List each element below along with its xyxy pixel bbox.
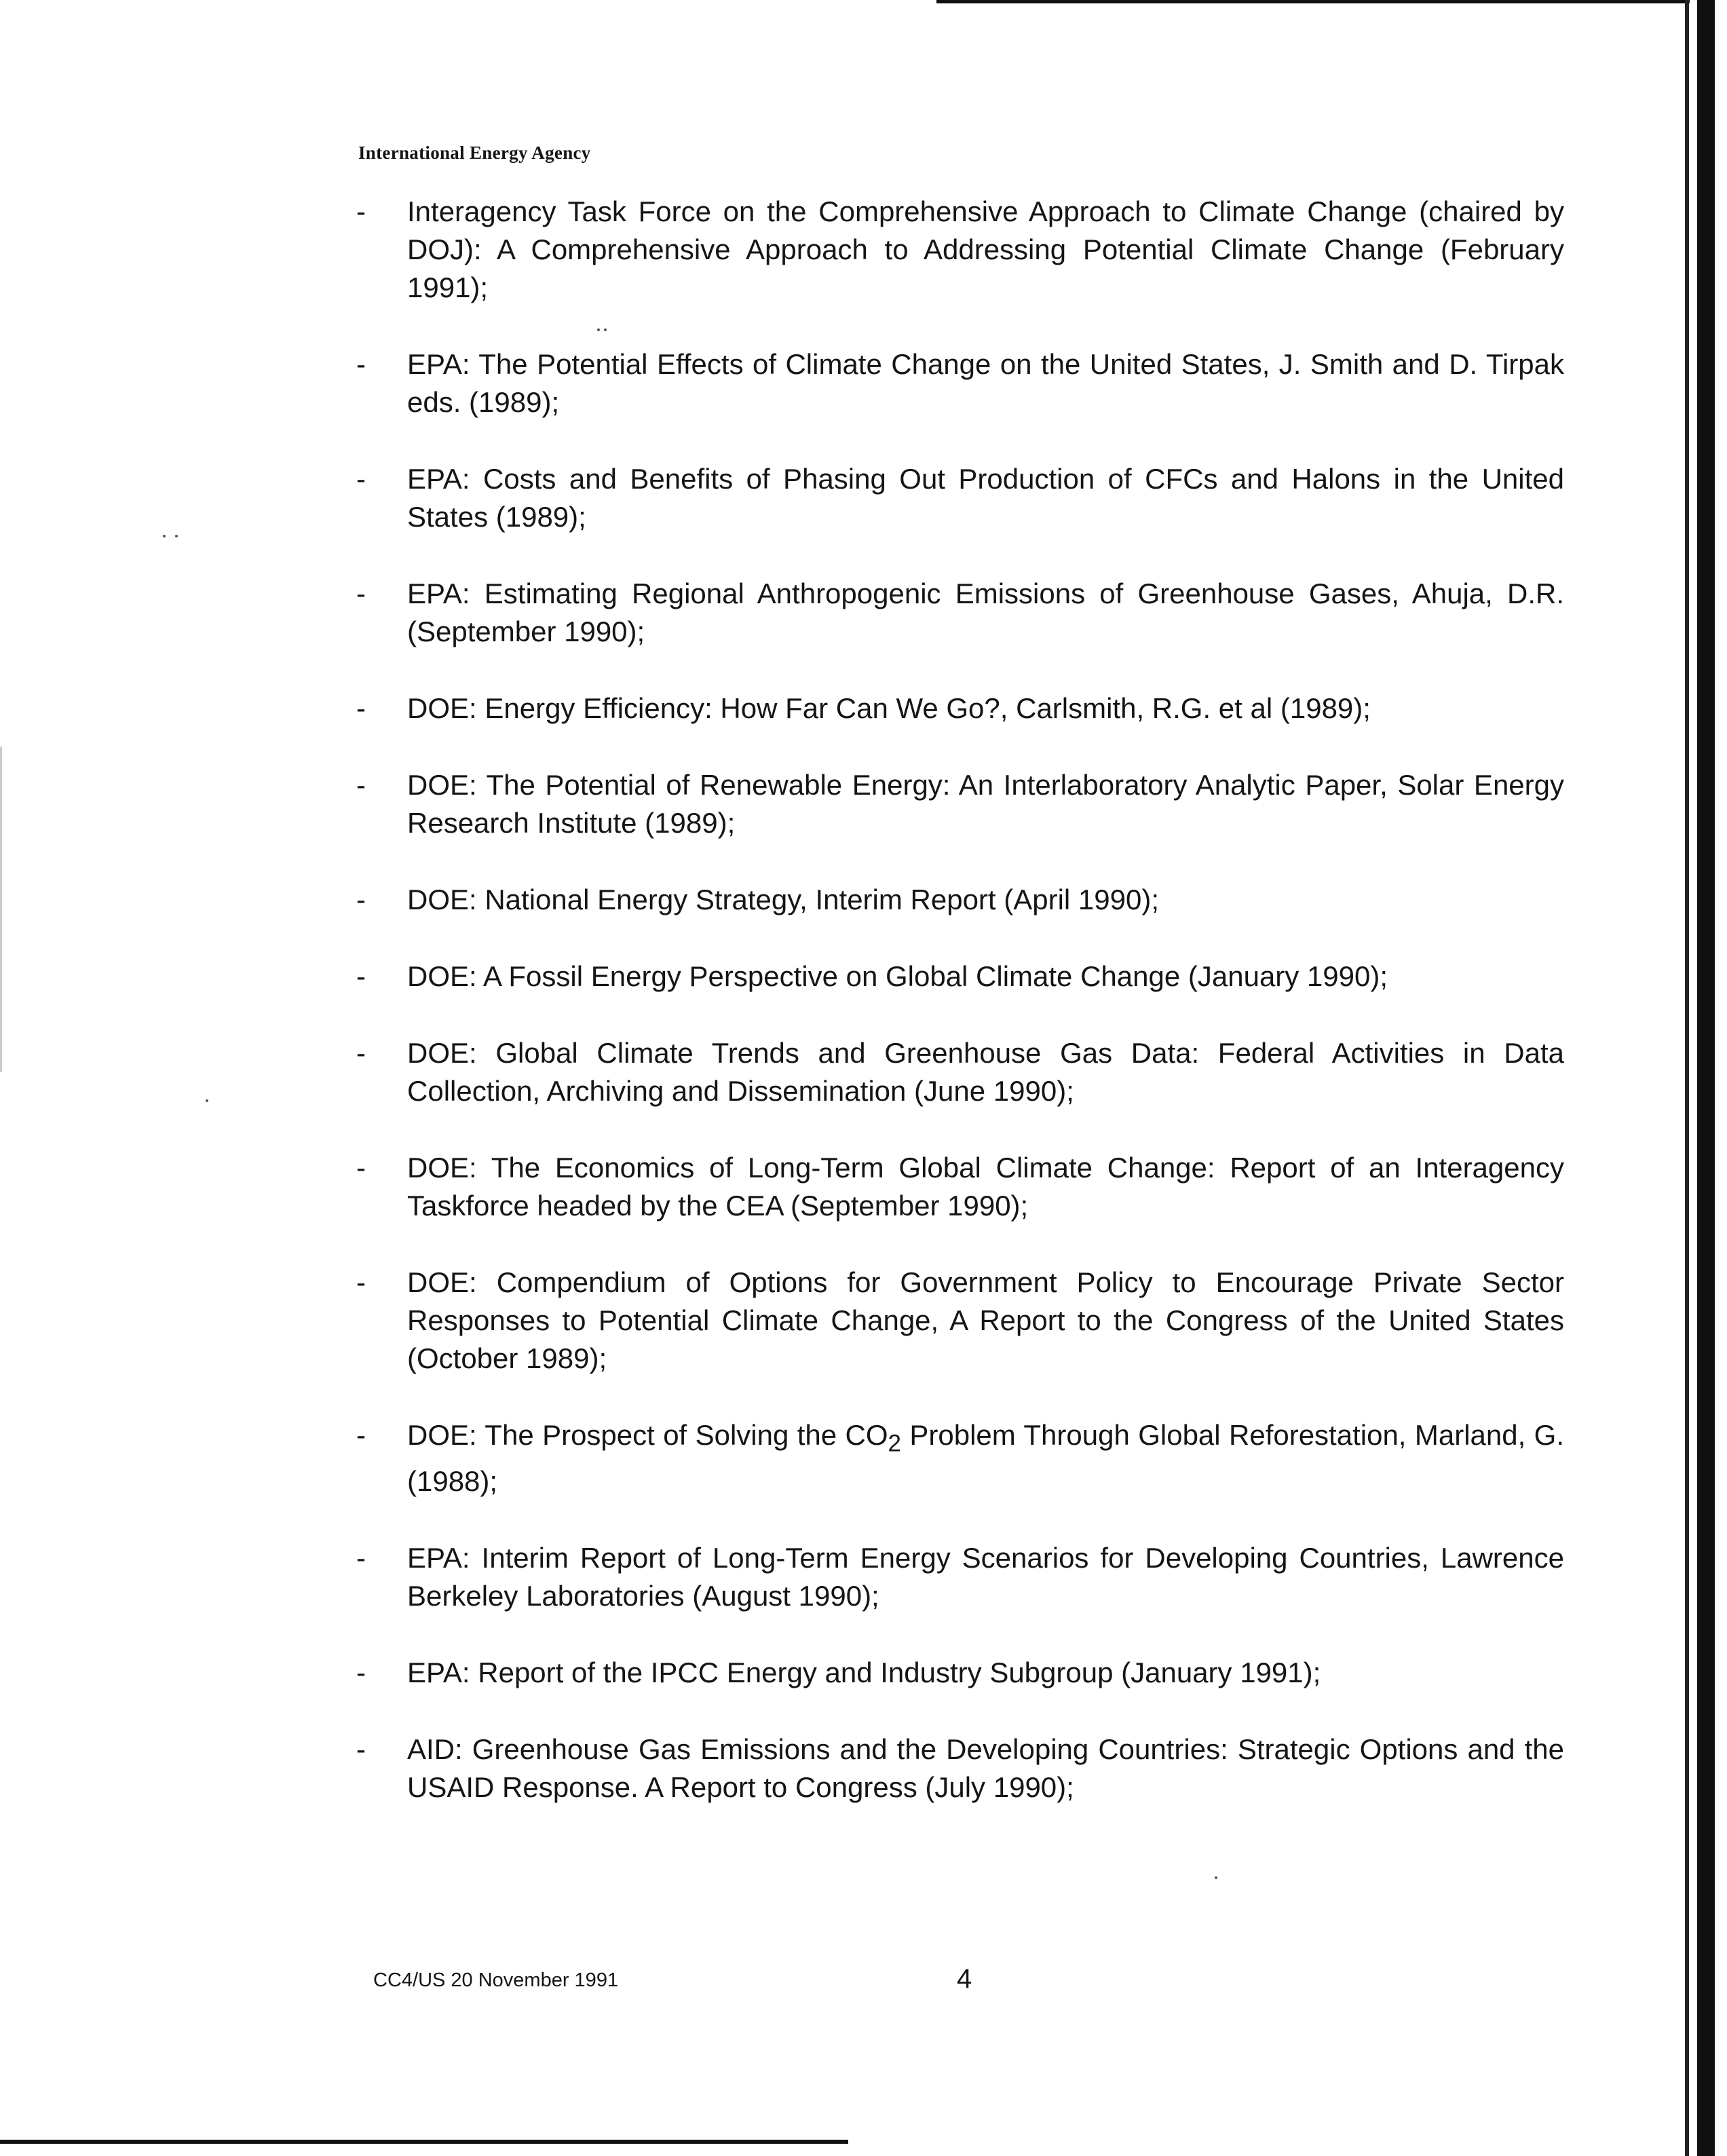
reference-text: EPA: Interim Report of Long-Term Energy Scenarios for Developing Countries, Lawrence Berkeley Laboratories (August 1990);	[407, 1542, 1564, 1612]
reference-item	[356, 1539, 1564, 1615]
reference-item	[356, 1731, 1564, 1807]
scan-edge-top	[936, 0, 1690, 3]
organization-header: International Energy Agency	[358, 143, 591, 163]
bullet-dash: -	[356, 463, 366, 495]
co2-subscript: 2	[888, 1430, 901, 1457]
reference-item	[356, 958, 1564, 996]
reference-item	[356, 575, 1564, 651]
bullet-dash: -	[356, 884, 366, 915]
bullet-dash: -	[356, 1542, 366, 1574]
bullet-dash: -	[356, 1419, 366, 1451]
reference-item	[356, 1034, 1564, 1110]
reference-list	[356, 193, 1564, 1845]
reference-text: Interagency Task Force on the Comprehensive Approach to Climate Change (chaired by DOJ): A Comprehensive Approach to Addressing Potential Climate Change (February 1991);	[407, 195, 1564, 303]
reference-text: DOE: The Economics of Long-Term Global Climate Change: Report of an Interagency Taskforce headed by the CEA (September 1990);	[407, 1152, 1564, 1222]
reference-text-before: DOE: The Prospect of Solving the CO	[407, 1419, 888, 1451]
reference-text: DOE: The Potential of Renewable Energy: An Interlaboratory Analytic Paper, Solar Energy Research Institute (1989);	[407, 769, 1564, 839]
bullet-dash: -	[356, 578, 366, 609]
reference-text: AID: Greenhouse Gas Emissions and the Developing Countries: Strategic Options and the USAID Response. A Report to Congress (July 1990);	[407, 1733, 1564, 1804]
reference-item	[356, 1149, 1564, 1225]
reference-text: DOE: Compendium of Options for Government Policy to Encourage Private Sector Responses to Potential Climate Change, A Report to the Congress of the United States (October 1989);	[407, 1266, 1564, 1374]
bullet-dash: -	[356, 1733, 366, 1766]
reference-text: DOE: Global Climate Trends and Greenhouse Gas Data: Federal Activities in Data Collection, Archiving and Dissemination (June 1990);	[407, 1037, 1564, 1107]
bullet-dash: -	[356, 692, 366, 724]
reference-item	[356, 345, 1564, 421]
scan-edge-right-line	[1685, 0, 1689, 2156]
scan-edge-left	[0, 746, 2, 1072]
reference-text: DOE: A Fossil Energy Perspective on Global Climate Change (January 1990);	[407, 960, 1388, 992]
bullet-dash: -	[356, 195, 366, 227]
reference-item	[356, 1654, 1564, 1692]
reference-text: DOE: Energy Efficiency: How Far Can We Go?, Carlsmith, R.G. et al (1989);	[407, 692, 1371, 724]
bullet-dash: -	[356, 769, 366, 801]
bullet-dash: -	[356, 1037, 366, 1069]
reference-item	[356, 460, 1564, 536]
reference-text: EPA: Report of the IPCC Energy and Industry Subgroup (January 1991);	[407, 1657, 1321, 1689]
scan-edge-bottom	[0, 2140, 848, 2144]
scan-speck	[175, 535, 178, 537]
bullet-dash: -	[356, 1152, 366, 1184]
reference-item	[356, 1264, 1564, 1378]
reference-text: EPA: Costs and Benefits of Phasing Out Production of CFCs and Halons in the United States (1989);	[407, 463, 1564, 533]
reference-item	[356, 1416, 1564, 1500]
bullet-dash: -	[356, 960, 366, 992]
scan-speck	[206, 1099, 208, 1102]
reference-item	[356, 689, 1564, 727]
document-reference: CC4/US 20 November 1991	[373, 1969, 619, 1991]
scan-speck	[163, 535, 166, 537]
bullet-dash: -	[356, 348, 366, 380]
scan-speck	[1215, 1876, 1217, 1879]
reference-text: EPA: The Potential Effects of Climate Change on the United States, J. Smith and D. Tirpak eds. (1989);	[407, 348, 1564, 418]
scan-edge-right	[1697, 0, 1715, 2156]
reference-text: EPA: Estimating Regional Anthropogenic Emissions of Greenhouse Gases, Ahuja, D.R. (September 1990);	[407, 578, 1564, 647]
bullet-dash: -	[356, 1657, 366, 1689]
reference-text-after: Problem Through Global Reforestation, Marland, G. (1988);	[407, 1419, 1564, 1498]
reference-item	[356, 881, 1564, 919]
bullet-dash: -	[356, 1266, 366, 1298]
reference-text: DOE: National Energy Strategy, Interim Report (April 1990);	[407, 884, 1160, 915]
page-number: 4	[957, 1964, 972, 1994]
reference-item	[356, 193, 1564, 307]
reference-item	[356, 766, 1564, 842]
